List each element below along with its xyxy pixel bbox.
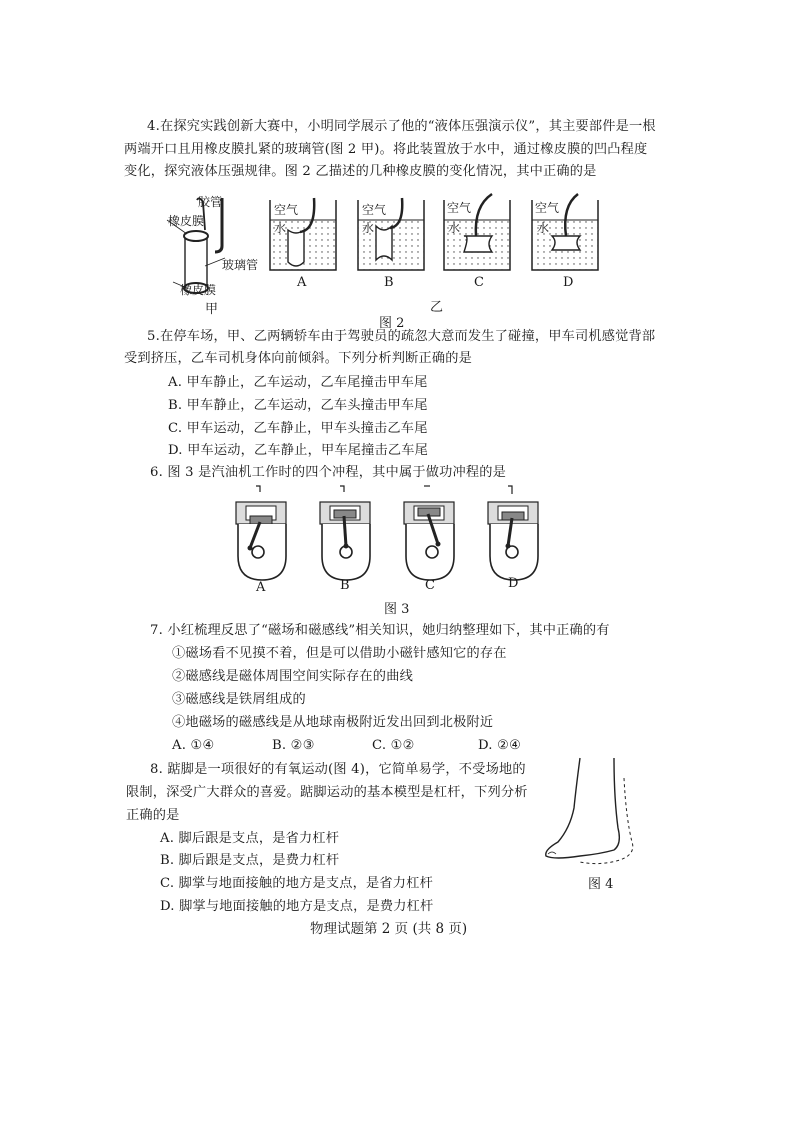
- beaker-c: [444, 194, 510, 270]
- q7-item-2: ②磁感线是磁体周围空间实际存在的曲线: [172, 669, 413, 684]
- svg-text:空气: 空气: [274, 203, 299, 217]
- figure-2-caption: 图 2: [379, 316, 405, 331]
- q8-option-c: C. 脚掌与地面接触的地方是支点，是省力杠杆: [160, 876, 433, 891]
- q7-item-1: ①磁场看不见摸不着，但是可以借助小磁针感知它的存在: [172, 646, 507, 661]
- engine-b: [320, 486, 370, 580]
- label-membrane-bottom: 橡皮膜: [180, 283, 217, 297]
- q5-line1: 5.在停车场，甲、乙两辆轿车由于驾驶员的疏忽大意而发生了碰撞，甲车司机感觉背部: [147, 329, 656, 344]
- beaker-label-b: B: [384, 275, 394, 290]
- q7-option-b: B. ②③: [272, 738, 315, 753]
- label-hose: 胶管: [198, 195, 223, 209]
- beaker-label-a: A: [297, 275, 307, 290]
- page-footer: 物理试题第 2 页 (共 8 页): [310, 921, 468, 937]
- q8-line3: 正确的是: [126, 808, 180, 823]
- q5-option-a: A. 甲车静止，乙车运动，乙车尾撞击甲车尾: [168, 375, 428, 390]
- beaker-label-d: D: [563, 275, 574, 290]
- svg-text:水: 水: [537, 221, 550, 235]
- q7-item-3: ③磁感线是铁屑组成的: [172, 692, 306, 707]
- engine-d: [488, 486, 538, 580]
- q6-line1: 6. 图 3 是汽油机工作时的四个冲程，其中属于做功冲程的是: [150, 465, 507, 480]
- beaker-a: [270, 198, 336, 270]
- svg-text:水: 水: [362, 221, 375, 235]
- engine-a: [236, 486, 286, 580]
- beaker-b: [358, 198, 424, 270]
- svg-text:空气: 空气: [535, 201, 560, 215]
- figure-2-yi: [266, 196, 606, 276]
- label-yi: 乙: [430, 300, 444, 315]
- q8-line2: 限制，深受广大群众的喜爱。踮脚运动的基本模型是杠杆，下列分析: [126, 785, 528, 800]
- svg-text:水: 水: [448, 221, 461, 235]
- engine-label-b: B: [340, 578, 350, 593]
- svg-text:水: 水: [274, 221, 287, 235]
- q8-line1: 8. 踮脚是一项很好的有氧运动(图 4)，它简单易学，不受场地的: [150, 762, 526, 777]
- label-glass-tube: 玻璃管: [222, 258, 259, 272]
- q7-option-a: A. ①④: [172, 738, 215, 753]
- label-jia: 甲: [205, 302, 219, 317]
- svg-text:空气: 空气: [447, 201, 472, 215]
- beaker-label-c: C: [474, 275, 484, 290]
- q7-line1: 7. 小红梳理反思了“磁场和磁感线”相关知识，她归纳整理如下，其中正确的有: [150, 623, 610, 638]
- svg-text:空气: 空气: [362, 203, 387, 217]
- engine-label-d: D: [508, 576, 519, 591]
- q5-option-d: D. 甲车运动，乙车静止，甲车尾撞击乙车尾: [168, 443, 429, 458]
- figure-4-foot: [540, 758, 650, 868]
- q8-option-d: D. 脚掌与地面接触的地方是支点，是费力杠杆: [160, 899, 434, 914]
- q7-option-d: D. ②④: [478, 738, 522, 753]
- q4-line1: 4.在探究实践创新大赛中，小明同学展示了他的“液体压强演示仪”，其主要部件是一根: [147, 119, 656, 134]
- figure-4-caption: 图 4: [588, 877, 614, 892]
- engine-label-a: A: [256, 580, 266, 595]
- q8-option-b: B. 脚后跟是支点，是费力杠杆: [160, 853, 340, 868]
- engine-c: [404, 486, 454, 580]
- engine-label-c: C: [425, 578, 435, 593]
- q5-option-b: B. 甲车静止，乙车运动，乙车头撞击甲车尾: [168, 398, 428, 413]
- q5-option-c: C. 甲车运动，乙车静止，甲车头撞击乙车尾: [168, 421, 428, 436]
- figure-3-engines: [230, 486, 550, 586]
- label-membrane-top: 橡皮膜: [168, 214, 205, 228]
- q4-line2: 两端开口且用橡皮膜扎紧的玻璃管(图 2 甲)。将此装置放于水中，通过橡皮膜的凹凸程度: [124, 142, 648, 157]
- beaker-d: [532, 194, 598, 270]
- q7-item-4: ④地磁场的磁感线是从地球南极附近发出回到北极附近: [172, 715, 494, 730]
- figure-3-caption: 图 3: [384, 602, 410, 617]
- q4-line3: 变化，探究液体压强规律。图 2 乙描述的几种橡皮膜的变化情况，其中正确的是: [124, 164, 597, 179]
- q7-option-c: C. ①②: [372, 738, 415, 753]
- q5-line2: 受到挤压，乙车司机身体向前倾斜。下列分析判断正确的是: [124, 351, 473, 366]
- q8-option-a: A. 脚后跟是支点，是省力杠杆: [160, 831, 340, 846]
